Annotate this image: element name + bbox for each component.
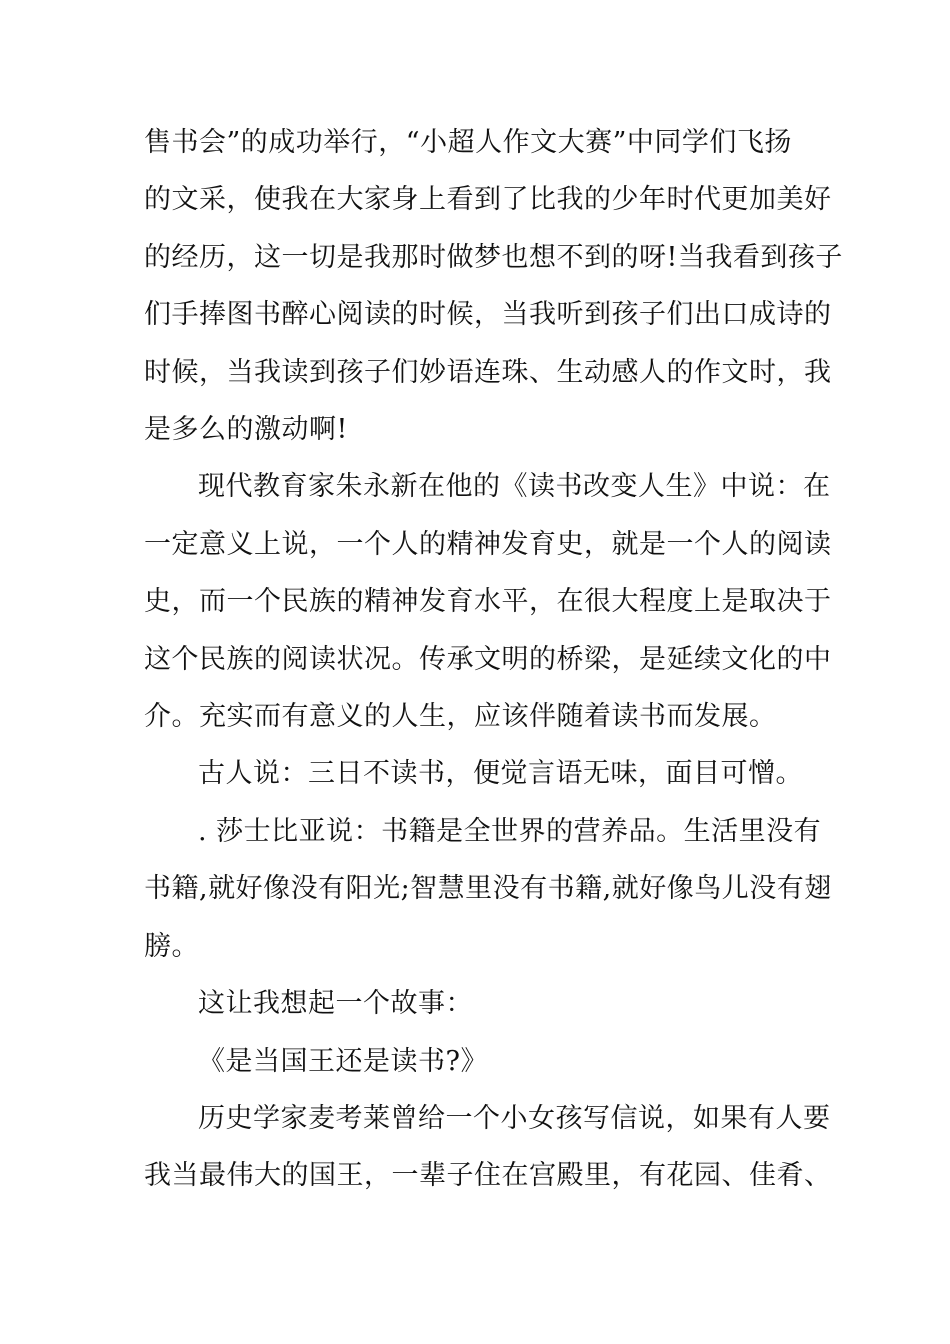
- paragraph-ancient-saying: [144, 745, 809, 802]
- paragraph-shakespeare-quote: [144, 803, 832, 975]
- text-line: 膀。: [144, 930, 199, 962]
- text-line: 时候，当我读到孩子们妙语连珠、生动感人的作文时，我: [144, 356, 832, 388]
- text-line: 一定意义上说，一个人的精神发育史，就是一个人的阅读: [144, 528, 832, 560]
- text-line: 史，而一个民族的精神发育水平，在很大程度上是取决于: [144, 586, 832, 618]
- text-line: 的经历，这一切是我那时做梦也想不到的呀!当我看到孩子: [144, 241, 843, 273]
- text-line: 现代教育家朱永新在他的《读书改变人生》中说：在: [198, 471, 831, 503]
- paragraph-zhu-yongxin-quote: [144, 458, 832, 745]
- paragraph-story-intro: [144, 975, 809, 1032]
- text-line: 介。充实而有意义的人生，应该伴随着读书而发展。: [144, 701, 777, 733]
- document-body: [144, 114, 843, 1205]
- text-line: 的文采，使我在大家身上看到了比我的少年时代更加美好: [144, 184, 832, 216]
- text-line: 《是当国王还是读书?》: [198, 1045, 488, 1077]
- text-line: 我当最伟大的国王，一辈子住在宫殿里，有花园、佳肴、: [144, 1160, 832, 1192]
- text-line: 书籍,就好像没有阳光;智慧里没有书籍,就好像鸟儿没有翅: [144, 873, 832, 905]
- paragraph-macaulay-story: [144, 1090, 832, 1205]
- text-line: 们手捧图书醉心阅读的时候，当我听到孩子们出口成诗的: [144, 299, 832, 331]
- paragraph-achievements: [144, 114, 843, 458]
- text-line: 是多么的激动啊!: [144, 414, 348, 446]
- text-line: 这让我想起一个故事：: [198, 988, 473, 1020]
- text-line: 古人说：三日不读书，便觉言语无味，面目可憎。: [198, 758, 803, 790]
- story-title: [144, 1033, 809, 1090]
- text-line: . 莎士比亚说：书籍是全世界的营养品。生活里没有: [198, 815, 822, 847]
- text-line: 这个民族的阅读状况。传承文明的桥梁，是延续文化的中: [144, 643, 832, 675]
- text-line: 售书会”的成功举行，“小超人作文大赛”中同学们飞扬: [144, 127, 792, 158]
- text-line: 历史学家麦考莱曾给一个小女孩写信说，如果有人要: [198, 1102, 831, 1134]
